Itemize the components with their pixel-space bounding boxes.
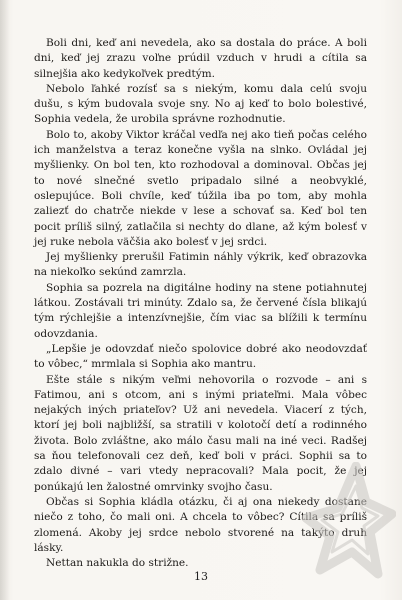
paragraph: „Lepšie je odovzdať niečo spolovice dobré ako neodovzdať to vôbec,“ mrmlala si Sophia ako mantru. — [34, 342, 367, 371]
paragraph: Občas si Sophia kládla otázku, či aj ona niekedy dostane niečo z toho, čo mali oni. A chcela to vôbec? Cítila sa príliš zlomená. Akoby jej srdce nebolo stvorené na takýto druh lásky. — [34, 495, 367, 554]
star-stamp-icon — [300, 462, 396, 580]
star-stamp-outline — [306, 466, 392, 574]
paragraph: Jej myšlienky prerušil Fatimin náhly výkrik, keď obrazovka na niekoľko sekúnd zamrzla. — [34, 251, 367, 279]
paragraph: Nebolo ľahké rozísť sa s niekým, komu dala celú svoju dušu, s kým budovala svoje sny. No aj keď to bolo bolestivé, Sophia vedela, že urobila správne rozhodnutie. — [34, 82, 367, 126]
paragraph: Boli dni, keď ani nevedela, ako sa dostala do práce. A boli dni, keď jej zrazu voľne prúdil vzduch v hrudi a cítila sa silnejšia ako kedykoľvek predtým. — [34, 37, 367, 80]
spine-shadow — [0, 0, 10, 600]
paragraph: Bolo to, akoby Viktor kráčal vedľa nej ako tieň počas celého ich manželstva a teraz konečne vyšla na slnko. Ovládal jej myšlienky. On bol ten, kto rozhodoval a dominoval. Občas jej to nové slnečné svetlo pripadalo silné a neobvyklé, oslepujúce. Boli chvíle, keď túžila iba po tom, aby mohla zaliezť do chatrče niekde v lese a schovať sa. Keď bol ten pocit príliš silný, zatlačila si nechty do dlane, až kým bolesť v jej ruke nebola väčšia ako bolesť v jej srdci. — [34, 128, 367, 248]
paragraph: Sophia sa pozrela na digitálne hodiny na stene potiahnutej látkou. Zostávali tri minúty. Zdalo sa, že červené čísla blikajú tým rýchlejšie a intenzívnejšie, čím viac sa blížili k termínu odovzdania. — [34, 281, 367, 340]
paragraph: Ešte stále s nikým veľmi nehovorila o rozvode – ani s Fatimou, ani s otcom, ani s inými priateľmi. Mala vôbec nejakých iných priateľov? Už ani nevedela. Viacerí z tých, ktorí jej boli najbližší, sa stratili v kolotočí detí a rodinného života. Bolo zvláštne, ako málo času mali na iné veci. Radšej sa ňou telefonovali cez deň, keď boli v práci. Sophii sa to zdalo divné – vari vtedy nepracovali? Mala pocit, že jej ponúkajú len žalostné omrvinky svojho času. — [34, 373, 367, 493]
page-number: 13 — [194, 570, 208, 583]
paragraph: Nettan nakukla do strižne. — [46, 557, 189, 570]
